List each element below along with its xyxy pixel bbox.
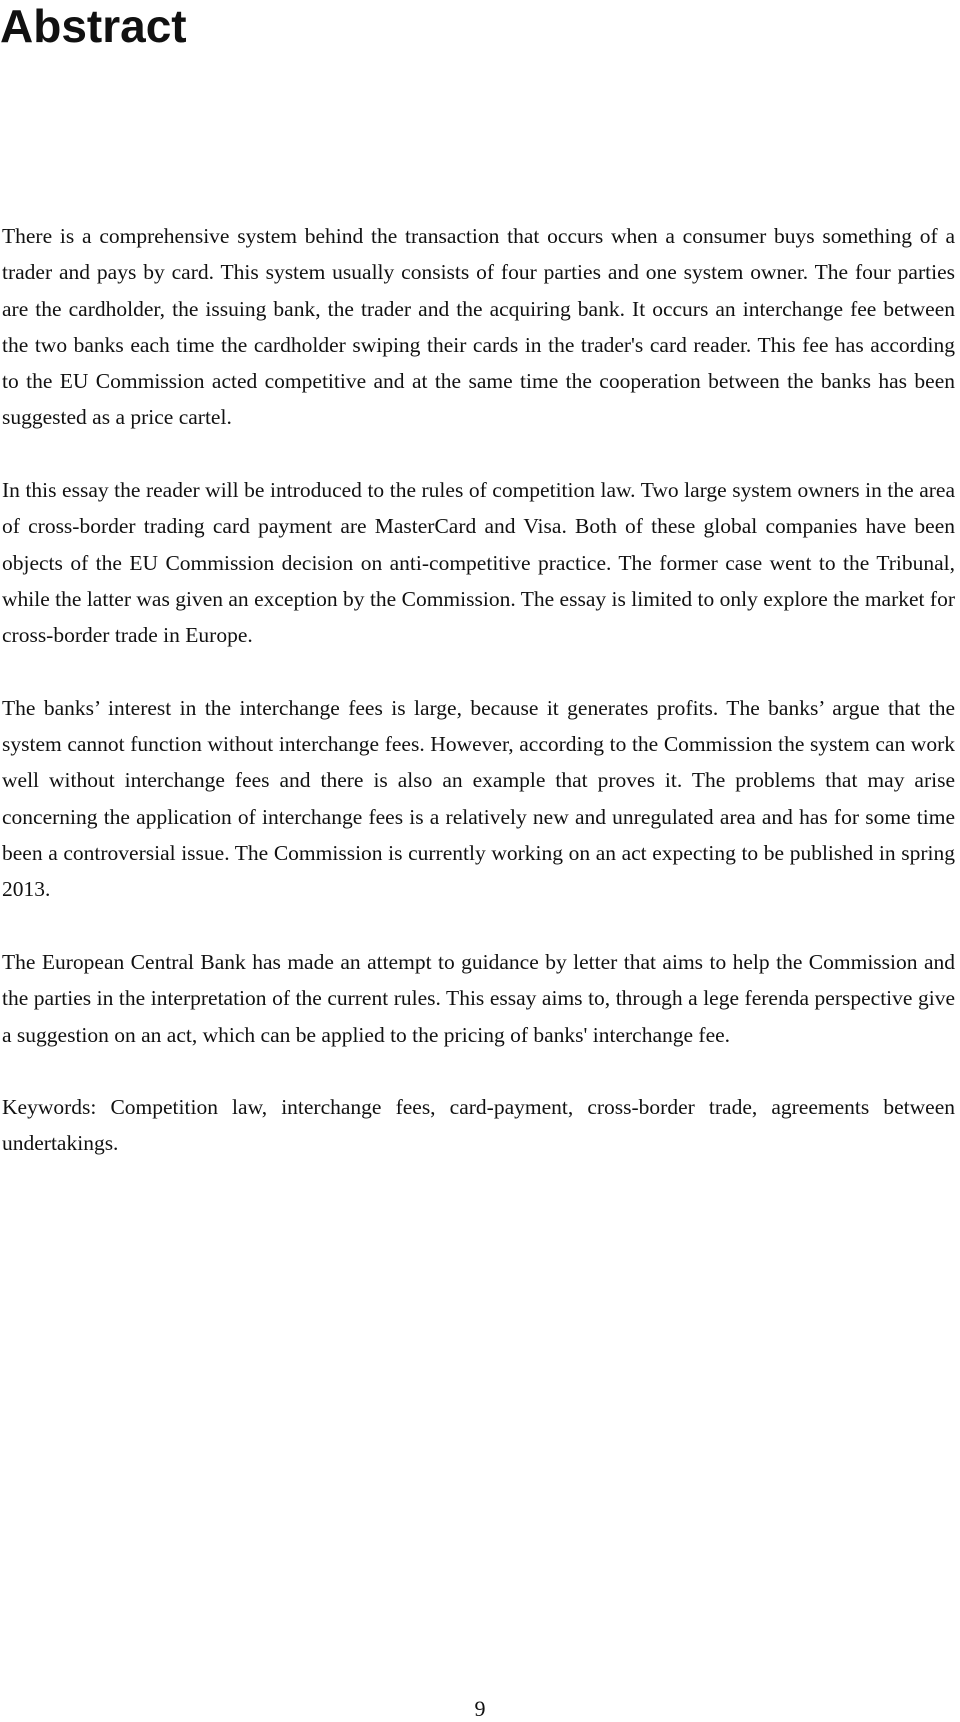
- paragraph-ecb-guidance: The European Central Bank has made an attempt to guidance by letter that aims to help the Commission and the parties in the interpretation of the current rules. This essay aims to, through a lege ferenda perspective give a suggestion on an act, which can be applied to the pricing of banks' interchange fee.: [2, 949, 955, 1047]
- abstract-body: [2, 218, 955, 1162]
- paragraph-banks-interest: The banks’ interest in the interchange fees is large, because it generates profits. The banks’ argue that the system cannot function without interchange fees. However, according to the Commission the system can work well without interchange fees and there is also an example that proves it. The problems that may arise concerning the application of interchange fees is a relatively new and unregulated area and has for some time been a controversial issue. The Commission is currently working on an act expecting to be published in spring 2013.: [2, 695, 955, 902]
- paragraph-keywords: Keywords: Competition law, interchange fees, card-payment, cross-border trade, agreements between undertakings.: [2, 1095, 955, 1156]
- paragraph-intro: There is a comprehensive system behind the transaction that occurs when a consumer buys something of a trader and pays by card. This system usually consists of four parties and one system owner. The four parties are the cardholder, the issuing bank, the trader and the acquiring bank. It occurs an interchange fee between the two banks each time the cardholder swiping their cards in the trader's card reader. This fee has according to the EU Commission acted competitive and at the same time the cooperation between the banks has been suggested as a price cartel.: [2, 224, 955, 430]
- page-number: 9: [474, 1696, 486, 1721]
- paragraph-competition-law: In this essay the reader will be introduced to the rules of competition law. Two large system owners in the area of cross-border trading card payment are MasterCard and Visa. Both of these global companies have been objects of the EU Commission decision on anti-competitive practice. The former case went to the Tribunal, while the latter was given an exception by the Commission. The essay is limited to only explore the market for cross-border trade in Europe.: [2, 478, 955, 648]
- page-title: Abstract: [0, 0, 187, 52]
